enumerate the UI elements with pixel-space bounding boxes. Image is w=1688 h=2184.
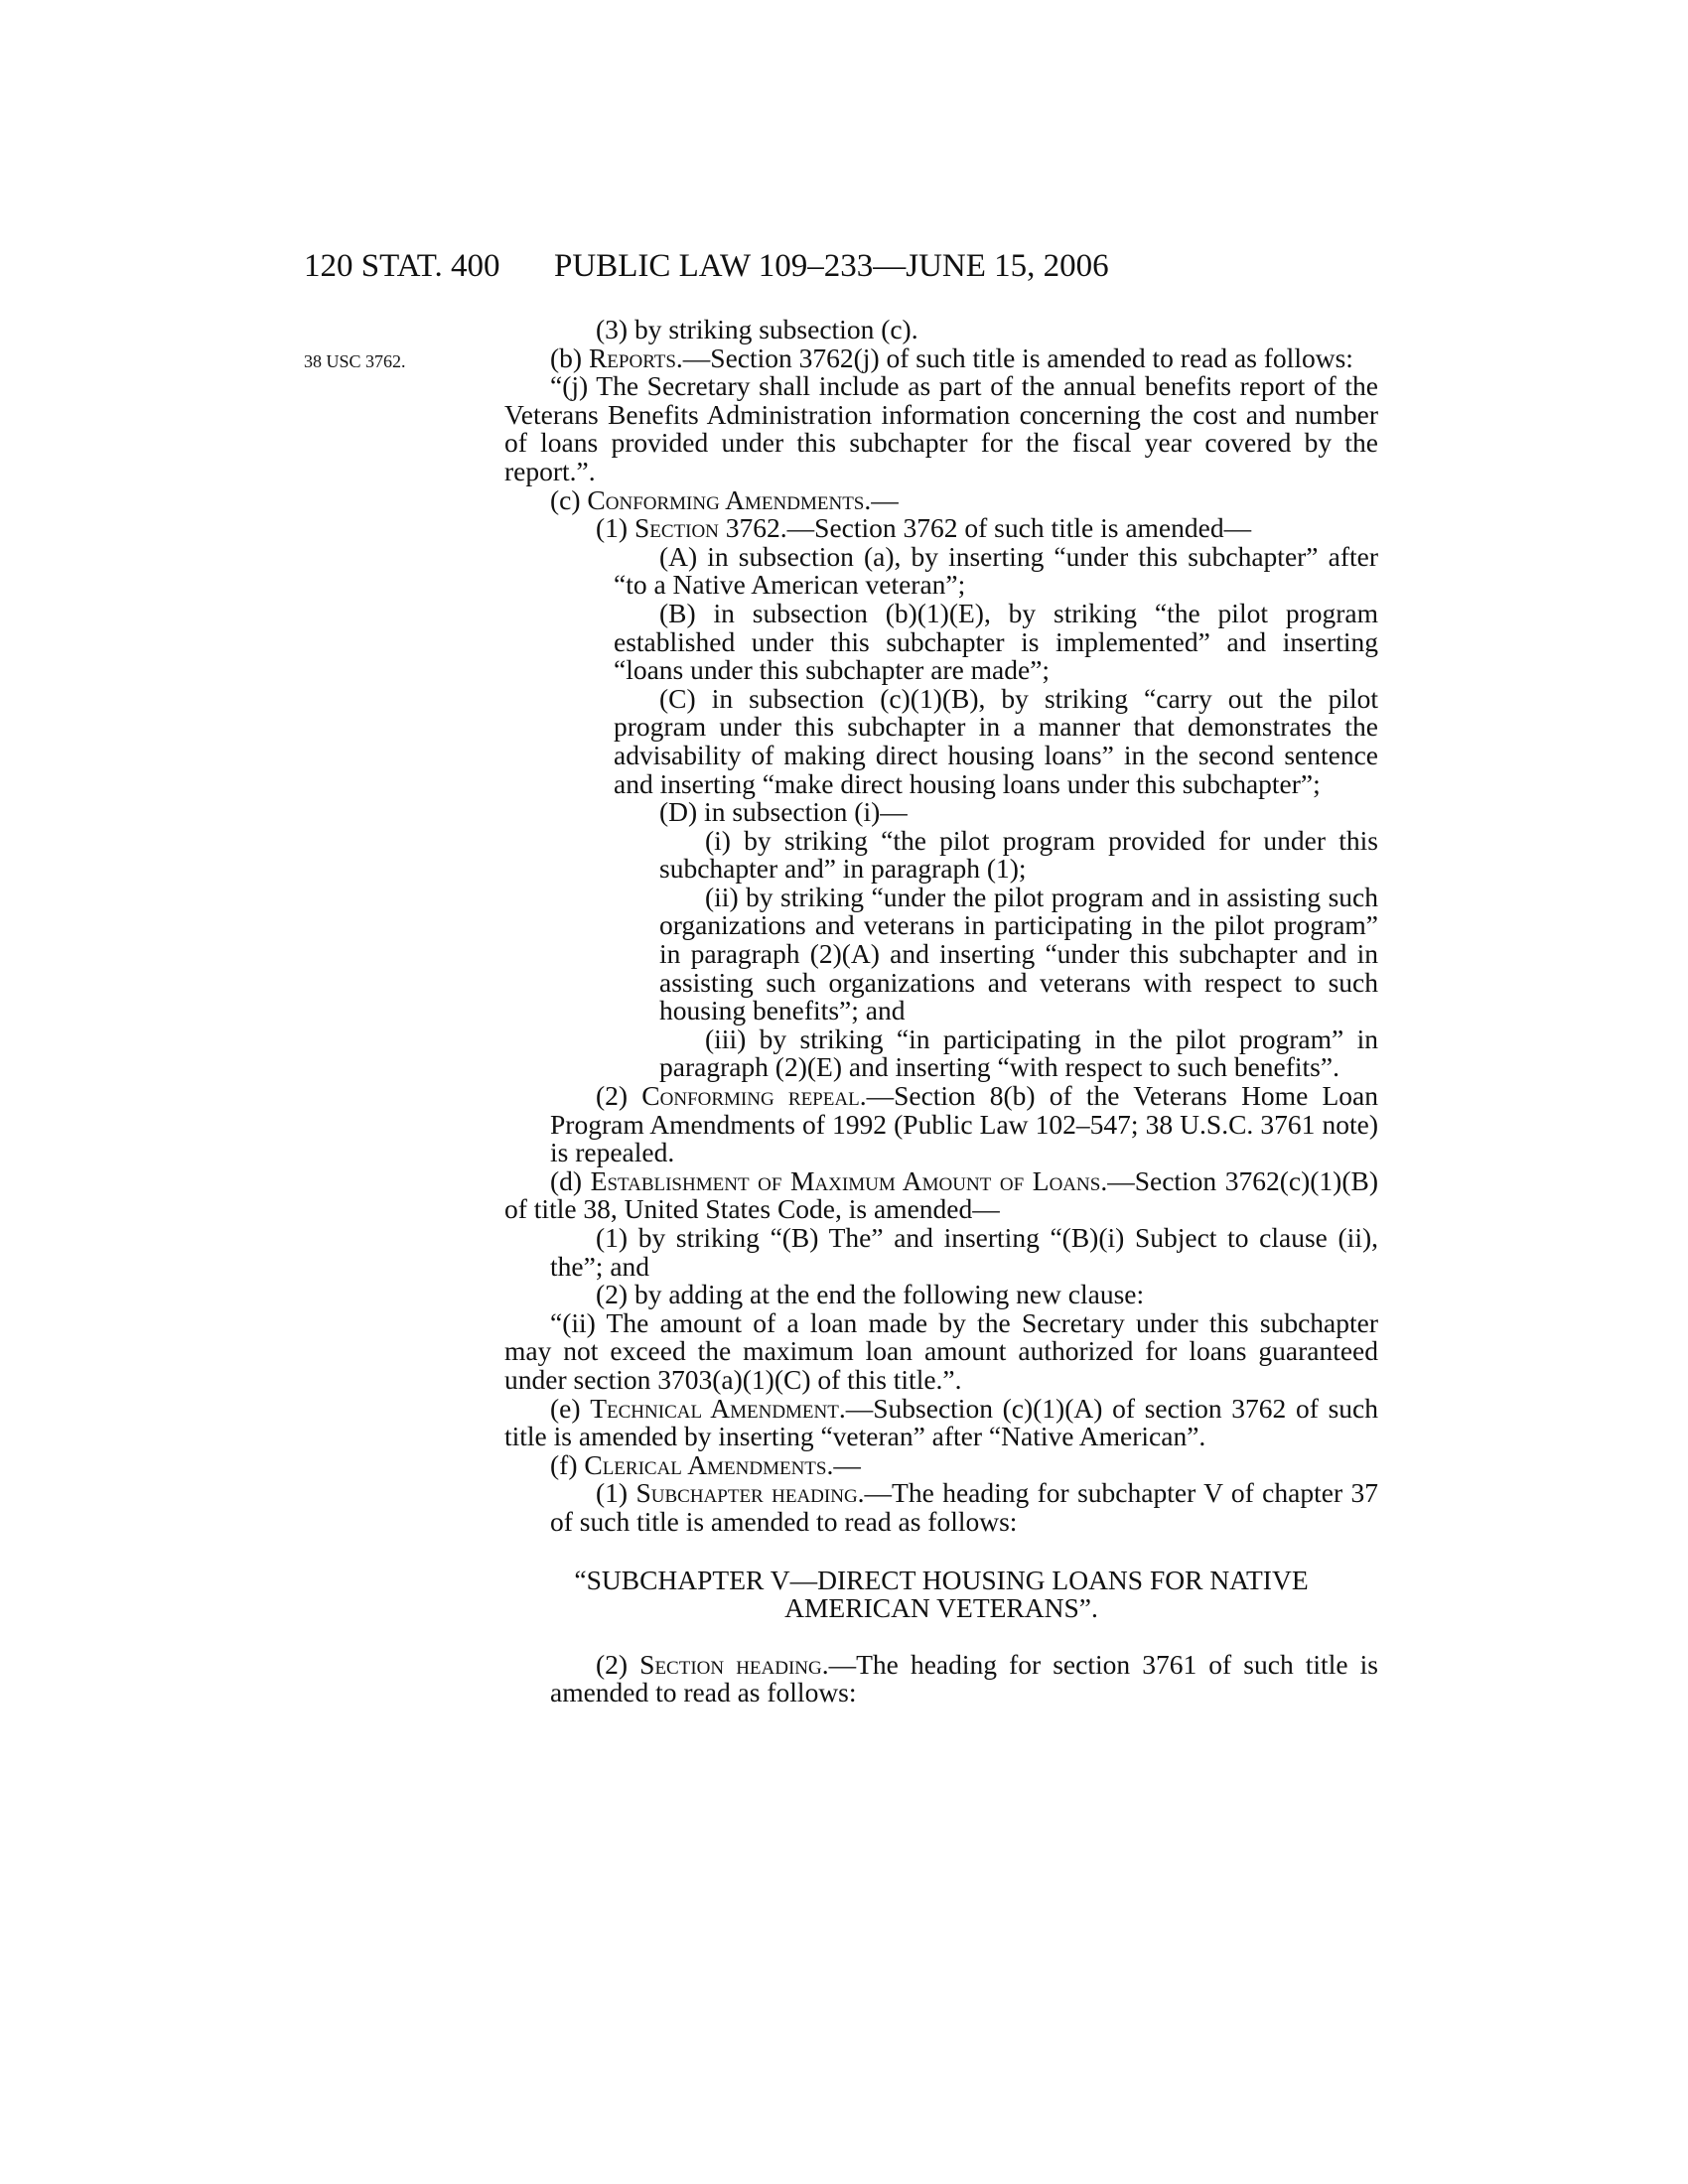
para-c1-C: (C) in subsection (c)(1)(B), by striking “carry out the pilot program under this subchapter in a manner that demonstrates the advisability of making direct housing loans” in the second sentence and inserting “make direct housing loans under this subchapter”; (614, 682, 1378, 799)
para-d-ii-quote: “(ii) The amount of a loan made by the Secretary under this subchapter may not exceed the maximum loan amount authorized for loans guaranteed under section 3703(a)(1)(C) of this title.”. (504, 1306, 1378, 1395)
page-header-title: PUBLIC LAW 109–233—JUNE 15, 2006 (554, 248, 1109, 284)
para-c1: (1) Section 3762.—Section 3762 of such title is amended— (596, 512, 1252, 544)
para-d1: (1) by striking “(B) The” and inserting “(B)(i) Subject to clause (ii), the”; and (550, 1222, 1378, 1282)
para-b-reports: (b) Reports.—Section 3762(j) of such title is amended to read as follows: (550, 341, 1353, 373)
para-e: (e) Technical Amendment.—Subsection (c)(1)(A) of section 3762 of such title is amended by inserting “veteran” after “Native American”. (504, 1392, 1378, 1452)
para-c1-D-iii: (iii) by striking “in participating in the pilot program” in paragraph (2)(E) and inserting “with respect to such benefits”. (659, 1023, 1378, 1083)
document-body (504, 316, 1378, 1707)
para-3-strike-c: (3) by striking subsection (c). (596, 314, 918, 344)
para-f-heading: (f) Clerical Amendments.— (550, 1448, 861, 1480)
para-d2: (2) by adding at the end the following new clause: (596, 1279, 1145, 1310)
para-f2: (2) Section heading.—The heading for section 3761 of such title is amended to read as follows: (550, 1648, 1378, 1708)
para-f1: (1) Subchapter heading.—The heading for subchapter V of chapter 37 of such title is amended to read as follows: (550, 1477, 1378, 1537)
para-d: (d) Establishment of Maximum Amount of Loans.—Section 3762(c)(1)(B) of title 38, United States Code, is amended— (504, 1164, 1379, 1225)
para-c-heading: (c) Conforming Amendments.— (550, 483, 899, 515)
para-c1-A: (A) in subsection (a), by inserting “under this subchapter” after “to a Native American veteran”; (614, 540, 1378, 601)
para-c1-D-i: (i) by striking “the pilot program provided for under this subchapter and” in paragraph (1); (659, 824, 1378, 885)
para-c1-B: (B) in subsection (b)(1)(E), by striking “the pilot program established under this subchapter is implemented” and inserting “loans under this subchapter are made”; (614, 597, 1378, 686)
para-c2: (2) Conforming repeal.—Section 8(b) of the Veterans Home Loan Program Amendments of 1992 (Public Law 102–547; 38 U.S.C. 3761 note) is repealed. (550, 1080, 1378, 1168)
margin-note: 38 USC 3762. (304, 351, 406, 371)
para-j-quote: “(j) The Secretary shall include as part of the annual benefits report of the Veterans Benefits Administration information concerning the cost and number of loans provided under this subchapter for the fiscal year covered by the report.”. (504, 370, 1378, 486)
page-stat-number: 120 STAT. 400 (304, 248, 500, 284)
para-c1-D: (D) in subsection (i)— (659, 796, 908, 828)
subchapter-heading-quote: “SUBCHAPTER V—DIRECT HOUSING LOANS FOR NATIVE AMERICAN VETERANS”. (574, 1564, 1309, 1624)
para-c1-D-ii: (ii) by striking “under the pilot program and in assisting such organizations and veterans in participating in the pilot program” in paragraph (2)(A) and inserting “under this subchapter and in assisting such organizations and veterans with respect to such housing benefits”; and (659, 881, 1378, 1026)
